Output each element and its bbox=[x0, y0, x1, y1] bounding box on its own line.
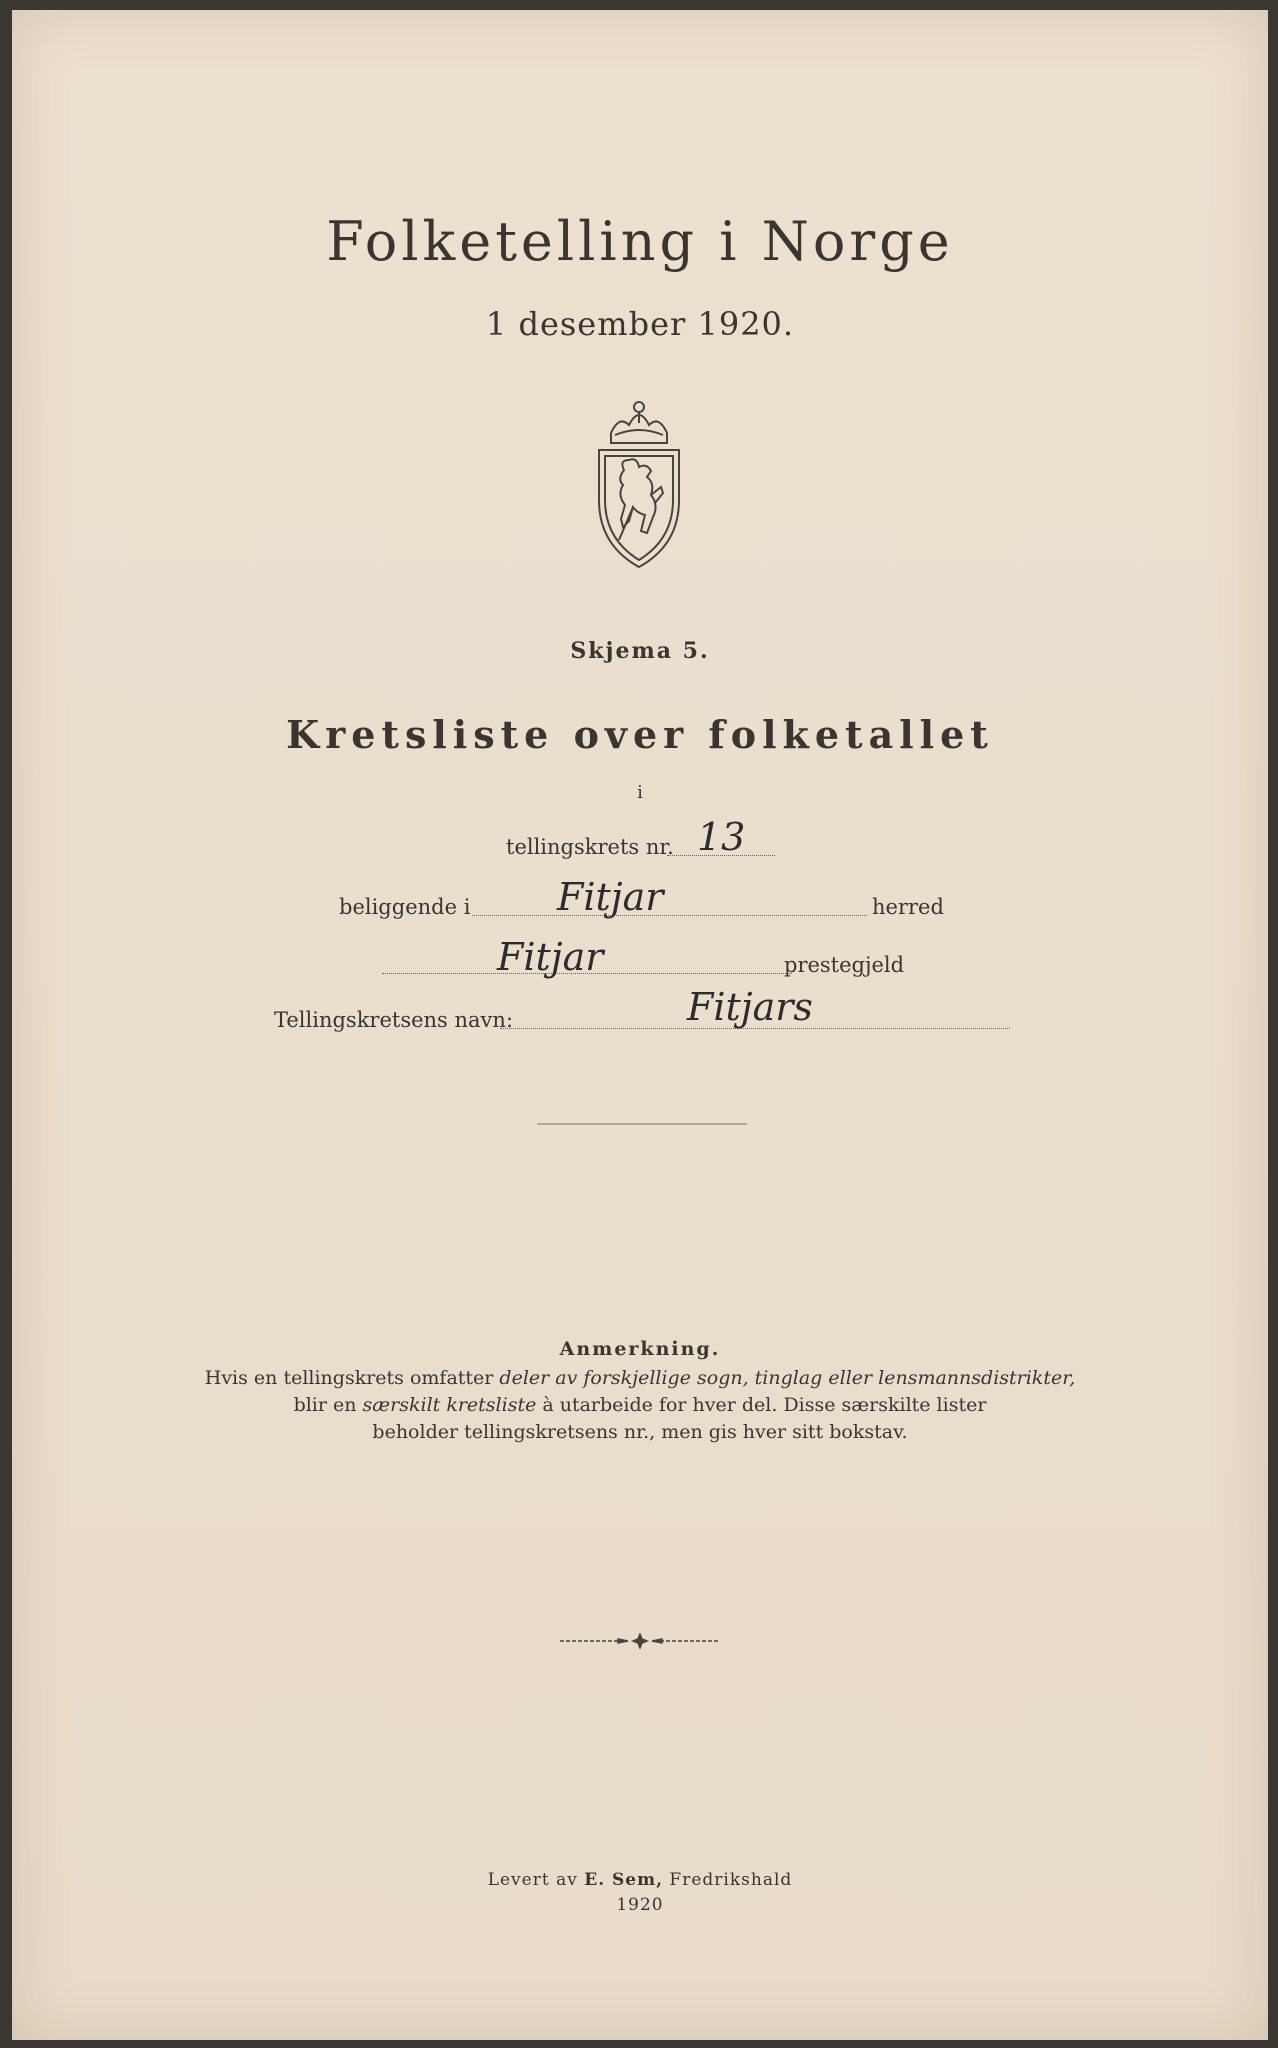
printer-prefix: Levert av bbox=[487, 1870, 585, 1890]
note-line-1 bbox=[12, 1365, 1268, 1392]
note-line-3: beholder tellingskretsens nr., men gis hver sitt bokstav. bbox=[372, 1421, 908, 1443]
navn-label: Tellingskretsens navn: bbox=[274, 1008, 514, 1032]
beliggende-label: beliggende i bbox=[339, 895, 471, 919]
printer-line bbox=[12, 1870, 1268, 1890]
divider-line bbox=[537, 1123, 747, 1125]
tellingskrets-value: 13 bbox=[697, 815, 746, 859]
note-line-1-italic: deler av forskjellige sogn, tinglag eller lensmannsdistrikter, bbox=[499, 1367, 1076, 1389]
tellingskrets-label: tellingskrets nr. bbox=[506, 835, 674, 859]
navn-value: Fitjars bbox=[687, 985, 813, 1029]
schema-label: Skjema 5. bbox=[570, 638, 710, 664]
connector-i: i bbox=[637, 782, 643, 803]
printer-place: Fredrikshald bbox=[663, 1870, 793, 1890]
note-line-2-text-a: blir en bbox=[293, 1394, 363, 1416]
printer-year: 1920 bbox=[616, 1895, 664, 1915]
census-form-page bbox=[12, 10, 1268, 2040]
note-heading: Anmerkning. bbox=[559, 1338, 721, 1360]
norwegian-coat-of-arms-icon bbox=[589, 395, 689, 570]
prestegjeld-label: prestegjeld bbox=[784, 953, 905, 977]
prestegjeld-value: Fitjar bbox=[497, 935, 604, 979]
printer-name: E. Sem, bbox=[584, 1870, 664, 1890]
beliggende-value: Fitjar bbox=[557, 875, 664, 919]
star-rule-ornament-icon bbox=[560, 1633, 720, 1649]
herred-label: herred bbox=[872, 895, 944, 919]
note-line-1-text: Hvis en tellingskrets omfatter bbox=[204, 1367, 500, 1389]
beliggende-dotline bbox=[472, 915, 867, 916]
form-heading: Kretsliste over folketallet bbox=[286, 712, 994, 757]
note-line-2 bbox=[12, 1392, 1268, 1419]
note-line-2-text-c: à utarbeide for hver del. Disse særskilte lister bbox=[536, 1394, 987, 1416]
note-line-2-italic: særskilt kretsliste bbox=[362, 1394, 537, 1416]
document-title: Folketelling i Norge bbox=[326, 210, 954, 273]
document-date: 1 desember 1920. bbox=[485, 305, 795, 343]
